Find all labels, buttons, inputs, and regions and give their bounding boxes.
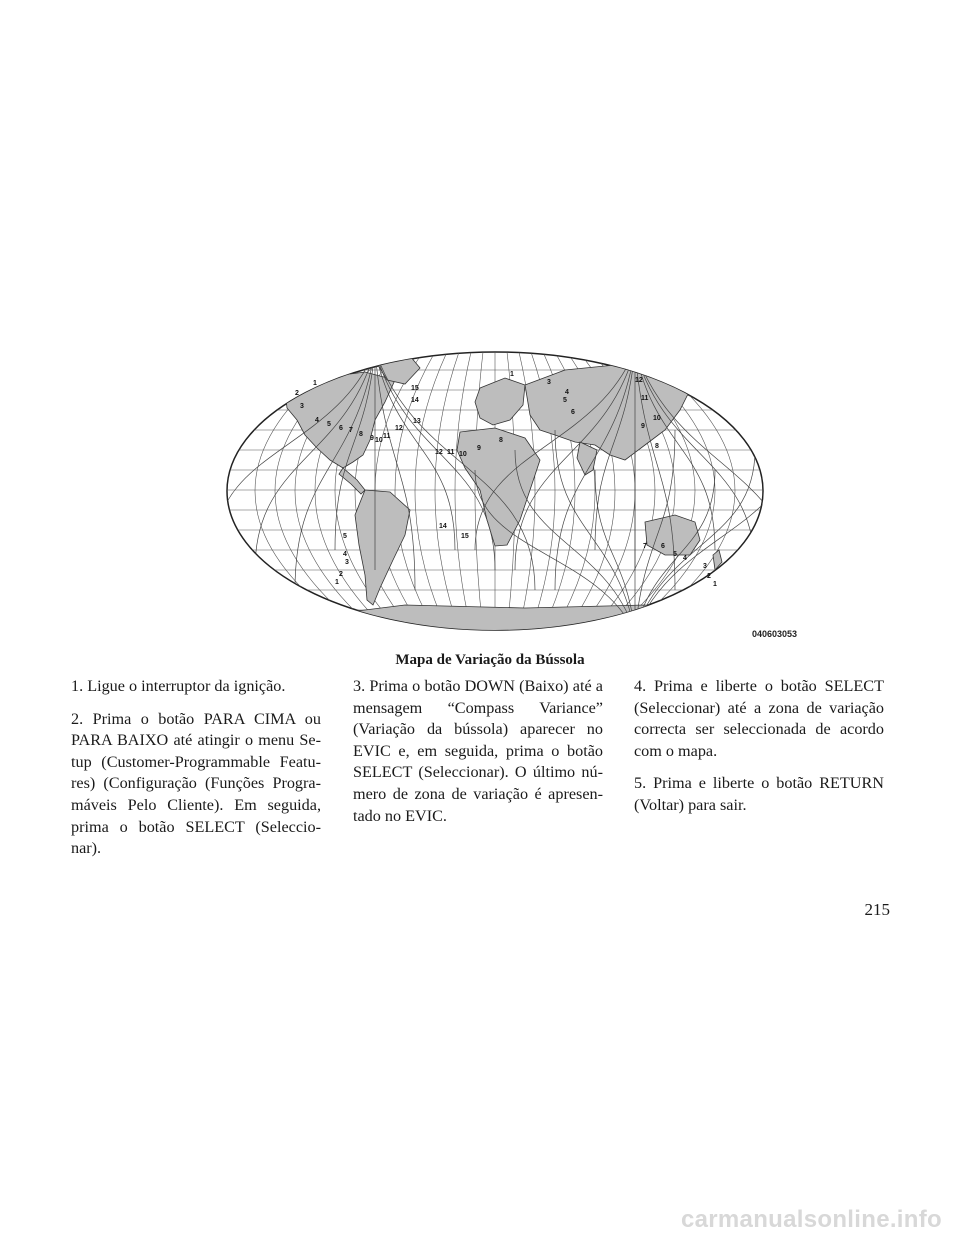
zone-number-label: 4	[343, 551, 347, 558]
zone-number-label: 1	[313, 380, 317, 387]
figure-code: 040603053	[752, 629, 798, 639]
zone-number-label: 10	[459, 451, 467, 458]
zone-number-label: 11	[641, 395, 649, 402]
zone-number-label: 9	[641, 423, 645, 430]
zone-number-label: 9	[477, 445, 481, 452]
zone-number-label: 8	[499, 437, 503, 444]
zone-number-label: 14	[411, 397, 419, 404]
zone-number-label: 11	[447, 449, 455, 456]
step-3: 3. Prima o botão DOWN (Baixo) até a mensagem “Compass Variance” (Variação da bússola) aparecer no EVIC e, em seguida, prima o botão SELECT (Seleccionar). O último nú-mero de zona de variação é apresen-tado no EVIC.	[353, 677, 603, 825]
zone-number-label: 8	[655, 443, 659, 450]
step-5: 5. Prima e liberte o botão RETURN (Voltar) para sair.	[634, 774, 884, 814]
zone-number-label: 12	[395, 425, 403, 432]
step-1: 1. Ligue o interruptor da ignição.	[71, 677, 286, 695]
zone-number-label: 13	[413, 418, 421, 425]
zone-number-label: 6	[571, 409, 575, 416]
watermark-logo: carmanualsonline.info	[680, 1206, 942, 1233]
zone-number-label: 4	[565, 389, 569, 396]
zone-number-label: 3	[703, 563, 707, 570]
zone-number-label: 2	[295, 390, 299, 397]
zone-number-label: 5	[343, 533, 347, 540]
zone-number-label: 10	[653, 415, 661, 422]
zone-number-label: 3	[300, 403, 304, 410]
zone-number-label: 1	[510, 371, 514, 378]
zone-number-label: 10	[375, 437, 383, 444]
zone-number-label: 14	[439, 523, 447, 530]
text-column-3	[634, 676, 884, 828]
zone-number-label: 1	[713, 581, 717, 588]
text-column-2	[353, 676, 603, 838]
zone-number-label: 5	[563, 397, 567, 404]
figure-caption: Mapa de Variação da Bússola	[395, 652, 585, 668]
zone-number-label: 5	[673, 551, 677, 558]
world-map-graphic	[225, 350, 765, 632]
zone-number-label: 2	[339, 571, 343, 578]
text-column-1	[71, 676, 321, 871]
zone-number-label: 12	[635, 377, 643, 384]
zone-number-label: 11	[383, 433, 391, 440]
step-4: 4. Prima e liberte o botão SELECT (Seleccionar) até a zona de variação correcta ser seleccionada de acordo com o mapa.	[634, 677, 884, 760]
zone-number-label: 7	[643, 543, 647, 550]
zone-number-label: 1	[335, 579, 339, 586]
zone-number-label: 3	[345, 559, 349, 566]
zone-number-label: 12	[435, 449, 443, 456]
zone-number-label: 8	[359, 431, 363, 438]
zone-number-label: 15	[461, 533, 469, 540]
zone-number-label: 9	[370, 435, 374, 442]
zone-number-label: 6	[661, 543, 665, 550]
zone-number-label: 7	[349, 427, 353, 434]
zone-number-label: 6	[339, 425, 343, 432]
zone-number-label: 3	[547, 379, 551, 386]
zone-number-label: 5	[327, 421, 331, 428]
step-2: 2. Prima o botão PARA CIMA ou PARA BAIXO até atingir o menu Se-tup (Customer-Programmable Featu-res) (Configuração (Funções Progra-máveis Pelo Cliente). Em seguida, prima o botão SELECT (Seleccio-nar).	[71, 709, 321, 858]
zone-number-label: 2	[707, 573, 711, 580]
page-number: 215	[864, 900, 890, 919]
zone-number-label: 4	[683, 555, 687, 562]
compass-variance-map	[225, 350, 765, 632]
zone-number-label: 15	[411, 385, 419, 392]
zone-number-label: 4	[315, 417, 319, 424]
